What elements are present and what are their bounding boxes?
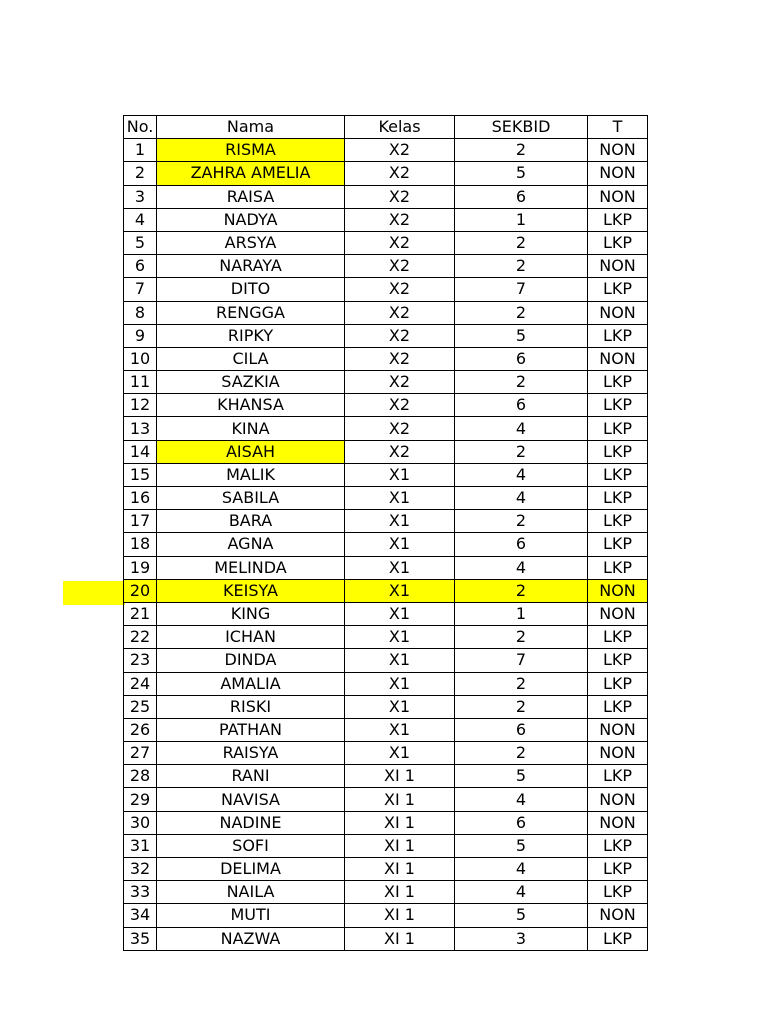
cell-no: 15 [124, 463, 157, 486]
cell-no: 35 [124, 927, 157, 950]
cell-t: LKP [588, 440, 648, 463]
cell-no: 19 [124, 556, 157, 579]
student-table [123, 115, 648, 951]
table-row [124, 347, 648, 370]
cell-no: 32 [124, 858, 157, 881]
cell-kelas: X1 [345, 510, 455, 533]
table-row [124, 834, 648, 857]
cell-sekbid: 2 [455, 440, 588, 463]
table-row [124, 139, 648, 162]
cell-nama: DINDA [157, 649, 345, 672]
cell-nama: NADINE [157, 811, 345, 834]
cell-kelas: X1 [345, 742, 455, 765]
table-row [124, 904, 648, 927]
cell-t: LKP [588, 371, 648, 394]
cell-nama: RAISA [157, 185, 345, 208]
cell-sekbid: 2 [455, 255, 588, 278]
cell-no: 18 [124, 533, 157, 556]
header-kelas: Kelas [345, 116, 455, 139]
cell-nama: AMALIA [157, 672, 345, 695]
cell-no: 30 [124, 811, 157, 834]
cell-sekbid: 5 [455, 904, 588, 927]
table-row [124, 742, 648, 765]
cell-no: 34 [124, 904, 157, 927]
cell-kelas: XI 1 [345, 788, 455, 811]
cell-nama: RIPKY [157, 324, 345, 347]
cell-t: NON [588, 602, 648, 625]
cell-sekbid: 4 [455, 788, 588, 811]
cell-sekbid: 2 [455, 626, 588, 649]
cell-sekbid: 4 [455, 463, 588, 486]
row-highlight-stripe [63, 581, 125, 605]
cell-sekbid: 2 [455, 139, 588, 162]
cell-nama: KING [157, 602, 345, 625]
cell-kelas: XI 1 [345, 834, 455, 857]
cell-sekbid: 1 [455, 208, 588, 231]
cell-nama: PATHAN [157, 718, 345, 741]
cell-t: LKP [588, 510, 648, 533]
cell-no: 25 [124, 695, 157, 718]
cell-kelas: X2 [345, 162, 455, 185]
cell-kelas: X1 [345, 487, 455, 510]
table-row [124, 440, 648, 463]
cell-t: LKP [588, 278, 648, 301]
cell-nama: SOFI [157, 834, 345, 857]
cell-nama: DITO [157, 278, 345, 301]
cell-kelas: XI 1 [345, 904, 455, 927]
cell-sekbid: 2 [455, 742, 588, 765]
table-row [124, 927, 648, 950]
table-row [124, 208, 648, 231]
cell-sekbid: 2 [455, 695, 588, 718]
cell-kelas: XI 1 [345, 811, 455, 834]
cell-t: LKP [588, 556, 648, 579]
table-row [124, 510, 648, 533]
cell-t: LKP [588, 231, 648, 254]
cell-nama: NADYA [157, 208, 345, 231]
cell-sekbid: 4 [455, 417, 588, 440]
cell-t: LKP [588, 208, 648, 231]
cell-nama: AGNA [157, 533, 345, 556]
cell-sekbid: 2 [455, 301, 588, 324]
table-row [124, 579, 648, 602]
cell-t: NON [588, 162, 648, 185]
cell-nama: ARSYA [157, 231, 345, 254]
table-row [124, 394, 648, 417]
cell-t: NON [588, 185, 648, 208]
table-row [124, 695, 648, 718]
cell-no: 2 [124, 162, 157, 185]
cell-t: NON [588, 718, 648, 741]
cell-kelas: X1 [345, 533, 455, 556]
table-row [124, 765, 648, 788]
cell-sekbid: 2 [455, 672, 588, 695]
table-body [124, 139, 648, 951]
cell-kelas: X2 [345, 440, 455, 463]
cell-t: LKP [588, 834, 648, 857]
table-row [124, 324, 648, 347]
cell-sekbid: 5 [455, 162, 588, 185]
cell-t: LKP [588, 487, 648, 510]
cell-no: 4 [124, 208, 157, 231]
cell-t: LKP [588, 463, 648, 486]
table-row [124, 487, 648, 510]
cell-kelas: X2 [345, 347, 455, 370]
cell-t: NON [588, 904, 648, 927]
cell-sekbid: 7 [455, 649, 588, 672]
cell-kelas: X2 [345, 301, 455, 324]
cell-t: LKP [588, 765, 648, 788]
cell-nama: MELINDA [157, 556, 345, 579]
cell-t: LKP [588, 533, 648, 556]
cell-sekbid: 6 [455, 811, 588, 834]
cell-t: LKP [588, 695, 648, 718]
header-nama: Nama [157, 116, 345, 139]
table-row [124, 556, 648, 579]
table-row [124, 811, 648, 834]
cell-nama: KEISYA [157, 579, 345, 602]
cell-no: 33 [124, 881, 157, 904]
cell-t: NON [588, 347, 648, 370]
cell-no: 8 [124, 301, 157, 324]
cell-sekbid: 2 [455, 231, 588, 254]
cell-nama: DELIMA [157, 858, 345, 881]
cell-no: 5 [124, 231, 157, 254]
cell-no: 24 [124, 672, 157, 695]
table-row [124, 231, 648, 254]
cell-nama: RENGGA [157, 301, 345, 324]
table-row [124, 672, 648, 695]
cell-kelas: XI 1 [345, 927, 455, 950]
cell-no: 14 [124, 440, 157, 463]
cell-kelas: X1 [345, 695, 455, 718]
table-row [124, 371, 648, 394]
cell-nama: RISKI [157, 695, 345, 718]
cell-nama: RAISYA [157, 742, 345, 765]
cell-nama: BARA [157, 510, 345, 533]
cell-nama: AISAH [157, 440, 345, 463]
cell-kelas: X1 [345, 579, 455, 602]
cell-nama: MALIK [157, 463, 345, 486]
cell-kelas: XI 1 [345, 881, 455, 904]
table-row [124, 278, 648, 301]
cell-kelas: X1 [345, 672, 455, 695]
cell-t: NON [588, 811, 648, 834]
cell-kelas: X2 [345, 139, 455, 162]
cell-t: LKP [588, 881, 648, 904]
header-no: No. [124, 116, 157, 139]
cell-t: LKP [588, 626, 648, 649]
cell-nama: KINA [157, 417, 345, 440]
cell-nama: NARAYA [157, 255, 345, 278]
cell-sekbid: 4 [455, 556, 588, 579]
cell-nama: ZAHRA AMELIA [157, 162, 345, 185]
cell-sekbid: 5 [455, 834, 588, 857]
cell-no: 12 [124, 394, 157, 417]
cell-no: 21 [124, 602, 157, 625]
cell-no: 27 [124, 742, 157, 765]
cell-nama: RISMA [157, 139, 345, 162]
cell-no: 1 [124, 139, 157, 162]
cell-t: LKP [588, 649, 648, 672]
cell-kelas: X1 [345, 463, 455, 486]
cell-no: 17 [124, 510, 157, 533]
cell-kelas: X1 [345, 626, 455, 649]
cell-kelas: X1 [345, 649, 455, 672]
cell-sekbid: 2 [455, 371, 588, 394]
cell-nama: NAILA [157, 881, 345, 904]
table-row [124, 185, 648, 208]
cell-no: 22 [124, 626, 157, 649]
cell-sekbid: 4 [455, 858, 588, 881]
cell-sekbid: 5 [455, 765, 588, 788]
cell-kelas: X2 [345, 278, 455, 301]
cell-t: NON [588, 255, 648, 278]
cell-nama: RANI [157, 765, 345, 788]
table-row [124, 858, 648, 881]
cell-kelas: X2 [345, 255, 455, 278]
cell-no: 26 [124, 718, 157, 741]
cell-t: LKP [588, 672, 648, 695]
cell-no: 23 [124, 649, 157, 672]
cell-kelas: X2 [345, 231, 455, 254]
cell-no: 7 [124, 278, 157, 301]
cell-sekbid: 6 [455, 394, 588, 417]
table-row [124, 255, 648, 278]
cell-nama: KHANSA [157, 394, 345, 417]
cell-t: NON [588, 301, 648, 324]
cell-no: 31 [124, 834, 157, 857]
cell-sekbid: 4 [455, 487, 588, 510]
cell-no: 10 [124, 347, 157, 370]
cell-kelas: X1 [345, 602, 455, 625]
cell-sekbid: 7 [455, 278, 588, 301]
table-row [124, 718, 648, 741]
cell-t: NON [588, 788, 648, 811]
table-row [124, 533, 648, 556]
table-row [124, 881, 648, 904]
cell-sekbid: 1 [455, 602, 588, 625]
cell-nama: CILA [157, 347, 345, 370]
cell-kelas: X1 [345, 556, 455, 579]
cell-sekbid: 6 [455, 718, 588, 741]
cell-sekbid: 6 [455, 185, 588, 208]
cell-kelas: X2 [345, 394, 455, 417]
cell-sekbid: 6 [455, 533, 588, 556]
cell-t: NON [588, 139, 648, 162]
cell-sekbid: 4 [455, 881, 588, 904]
cell-no: 9 [124, 324, 157, 347]
cell-no: 29 [124, 788, 157, 811]
cell-t: LKP [588, 927, 648, 950]
cell-sekbid: 2 [455, 579, 588, 602]
cell-t: NON [588, 742, 648, 765]
cell-nama: SABILA [157, 487, 345, 510]
table-row [124, 602, 648, 625]
table-row [124, 649, 648, 672]
header-sekbid: SEKBID [455, 116, 588, 139]
header-t: T [588, 116, 648, 139]
cell-kelas: X2 [345, 185, 455, 208]
cell-nama: ICHAN [157, 626, 345, 649]
cell-sekbid: 5 [455, 324, 588, 347]
table-row [124, 788, 648, 811]
cell-no: 13 [124, 417, 157, 440]
cell-nama: NAZWA [157, 927, 345, 950]
table-row [124, 463, 648, 486]
cell-t: LKP [588, 324, 648, 347]
cell-kelas: XI 1 [345, 765, 455, 788]
cell-kelas: X2 [345, 208, 455, 231]
cell-sekbid: 6 [455, 347, 588, 370]
cell-no: 20 [124, 579, 157, 602]
cell-sekbid: 3 [455, 927, 588, 950]
cell-t: NON [588, 579, 648, 602]
cell-nama: NAVISA [157, 788, 345, 811]
table-row [124, 301, 648, 324]
cell-kelas: X2 [345, 324, 455, 347]
cell-no: 6 [124, 255, 157, 278]
cell-t: LKP [588, 858, 648, 881]
table-header-row [124, 116, 648, 139]
cell-kelas: XI 1 [345, 858, 455, 881]
cell-no: 16 [124, 487, 157, 510]
table-row [124, 162, 648, 185]
table-row [124, 626, 648, 649]
cell-nama: SAZKIA [157, 371, 345, 394]
cell-no: 3 [124, 185, 157, 208]
cell-sekbid: 2 [455, 510, 588, 533]
cell-kelas: X2 [345, 371, 455, 394]
cell-no: 11 [124, 371, 157, 394]
cell-nama: MUTI [157, 904, 345, 927]
cell-kelas: X1 [345, 718, 455, 741]
cell-no: 28 [124, 765, 157, 788]
cell-kelas: X2 [345, 417, 455, 440]
cell-t: LKP [588, 417, 648, 440]
table-row [124, 417, 648, 440]
cell-t: LKP [588, 394, 648, 417]
